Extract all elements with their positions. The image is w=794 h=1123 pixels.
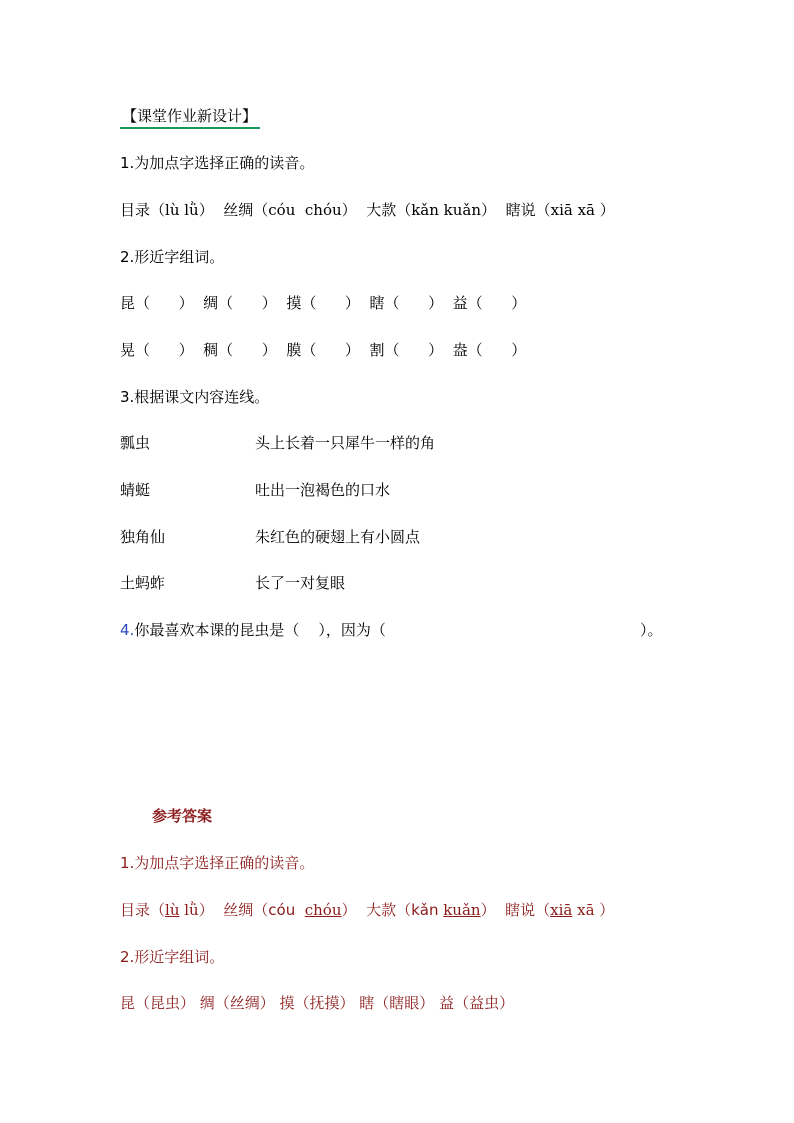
q3-left-item: 瓢虫 xyxy=(120,434,151,452)
q1-title: 1.为加点字选择正确的读音。 xyxy=(120,154,315,172)
answer-word: 瞎说（ xyxy=(505,901,551,919)
q3-right-item: 朱红色的硬翅上有小圆点 xyxy=(255,528,421,546)
q2-row-1 xyxy=(120,293,526,313)
answers-q1-title: 1.为加点字选择正确的读音。 xyxy=(120,854,315,872)
q2-row2-item: 膜（ ） xyxy=(286,341,360,359)
q1-item-3-word: 大款 xyxy=(366,201,397,219)
answer-other-pinyin: ） xyxy=(480,901,496,919)
answers-q1-line xyxy=(120,900,614,920)
answer-other-pinyin: xā ） xyxy=(572,901,615,919)
q2-row2-item: 稠（ ） xyxy=(203,341,277,359)
q3-left-item: 蜻蜓 xyxy=(120,481,151,499)
answer-word: 丝绸（cóu xyxy=(223,901,305,919)
answer-word: 大款（kǎn xyxy=(366,901,444,919)
q2-row2-item: 盎（ ） xyxy=(452,341,527,359)
q2-row1-item: 瞎（ ） xyxy=(369,294,444,312)
q3-right-item: 长了一对复眼 xyxy=(255,574,346,592)
answer-correct-pinyin: chóu xyxy=(304,901,342,919)
q2-row2-item: 晃（ ） xyxy=(120,341,194,359)
q4-number: 4. xyxy=(120,621,135,639)
answer-correct-pinyin: lù xyxy=(165,901,180,919)
q1-item-1-word: 目录 xyxy=(120,201,151,219)
q3-title: 3.根据课文内容连线。 xyxy=(120,388,270,406)
q1-item-4-options: （xiā xā ） xyxy=(535,201,615,219)
answers-title: 参考答案 xyxy=(152,807,213,825)
q2-row2-item: 割（ ） xyxy=(369,341,444,359)
q1-item-2-word: 丝绸 xyxy=(223,201,254,219)
q2-row1-item: 摸（ ） xyxy=(286,294,360,312)
q1-item-3-options: （kǎn kuǎn） xyxy=(396,201,497,219)
answer-word: 目录（ xyxy=(120,901,166,919)
q3-right-item: 头上长着一只犀牛一样的角 xyxy=(255,434,436,452)
answer-correct-pinyin: kuǎn xyxy=(443,901,481,919)
q3-left-item: 土蚂蚱 xyxy=(120,574,166,592)
q2-row-2 xyxy=(120,340,526,360)
q2-row1-item: 昆（ ） xyxy=(120,294,194,312)
q1-item-2-options: （cóu chóu） xyxy=(253,201,357,219)
section-title: 【课堂作业新设计】 xyxy=(120,106,260,129)
q4-text-b: ）。 xyxy=(640,621,663,639)
q1-options-line xyxy=(120,200,615,220)
q3-right-item: 吐出一泡褐色的口水 xyxy=(255,481,391,499)
q4-text-a: 你最喜欢本课的昆虫是（ ），因为（ xyxy=(134,621,386,639)
q4-question xyxy=(120,620,386,640)
q1-item-1-options: （lù lǜ） xyxy=(150,201,214,219)
answer-correct-pinyin: xiā xyxy=(550,901,573,919)
q3-left-item: 独角仙 xyxy=(120,528,166,546)
q2-title: 2.形近字组词。 xyxy=(120,248,225,266)
answers-q2-title: 2.形近字组词。 xyxy=(120,948,225,966)
answer-other-pinyin: ） xyxy=(341,901,357,919)
q1-item-4-word: 瞎说 xyxy=(505,201,536,219)
q2-row1-item: 绸（ ） xyxy=(203,294,277,312)
answer-other-pinyin: lǜ） xyxy=(179,901,214,919)
answers-q2-line: 昆（昆虫） 绸（丝绸） 摸（抚摸） 瞎（瞎眼） 益（益虫） xyxy=(120,994,515,1012)
q2-row1-item: 益（ ） xyxy=(452,294,527,312)
